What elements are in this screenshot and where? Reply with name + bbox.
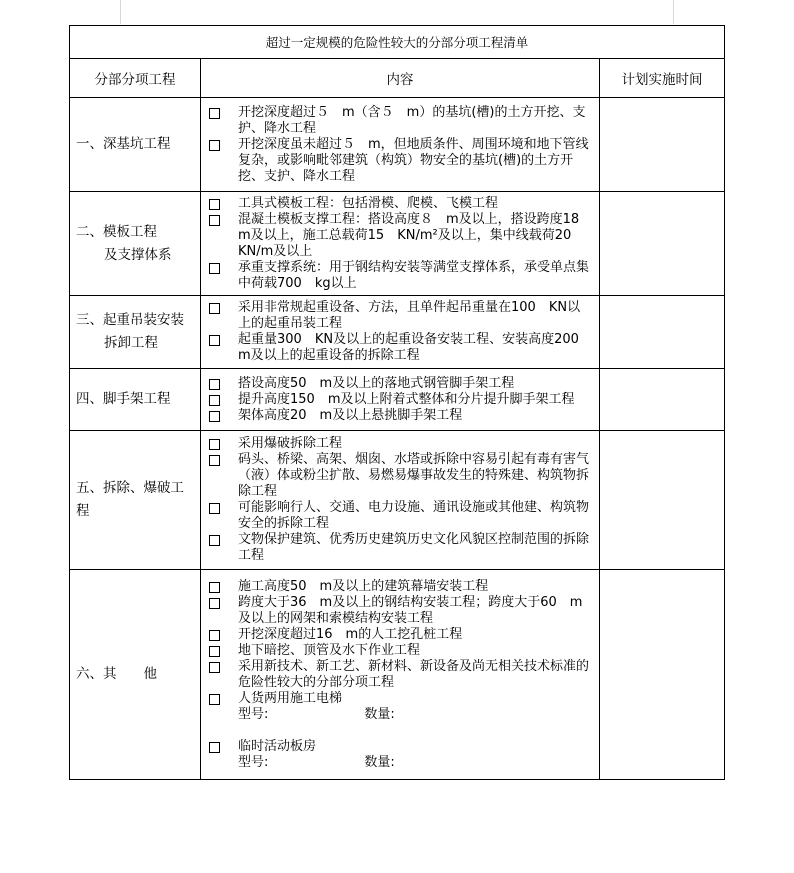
checklist-item xyxy=(207,691,593,707)
item-text: 搭设高度50 m及以上的落地式钢管脚手架工程 xyxy=(238,375,515,391)
table-title: 超过一定规模的危险性较大的分部分项工程清单 xyxy=(70,26,725,59)
checkbox[interactable] xyxy=(209,303,220,314)
item-text: 跨度大于36 m及以上的钢结构安装工程；跨度大于60 m及以上的网架和索模结构安装工程 xyxy=(238,594,583,626)
item-text: 采用爆破拆除工程 xyxy=(238,436,343,451)
checkbox[interactable] xyxy=(209,439,220,450)
category-label: 一、深基坑工程 xyxy=(76,136,171,152)
model-label: 型号: xyxy=(238,754,269,770)
category-cell xyxy=(70,570,201,780)
checklist-item xyxy=(207,212,593,260)
header-category: 分部分项工程 xyxy=(70,59,201,98)
planned-time-cell[interactable] xyxy=(600,369,725,431)
category-cell xyxy=(70,192,201,296)
checkbox[interactable] xyxy=(209,379,220,390)
page-margin-right-mark xyxy=(673,0,674,24)
checklist-item xyxy=(207,196,593,212)
checklist-item xyxy=(207,452,593,500)
category-label: 四、脚手架工程 xyxy=(76,391,171,407)
checkbox[interactable] xyxy=(209,535,220,546)
item-text: 混凝土模板支撑工程：搭设高度８ m及以上，搭设跨度18 m及以上，施工总载荷15 KN/m²及以上，集中线载荷20 KN/m及以上 xyxy=(238,211,593,259)
category-label: 六、其 他 xyxy=(76,666,157,682)
checkbox[interactable] xyxy=(209,395,220,406)
item-text: 采用非常规起重设备、方法，且单件起吊重量在100 KN以上的起重吊装工程 xyxy=(238,300,581,331)
checklist-item xyxy=(207,627,593,643)
planned-time-cell[interactable] xyxy=(600,431,725,570)
page-margin-left-mark xyxy=(120,0,121,24)
planned-time-cell[interactable] xyxy=(600,570,725,780)
category-label: 五、拆除、爆破工程 xyxy=(76,480,184,519)
category-cell xyxy=(70,369,201,431)
checkbox[interactable] xyxy=(209,215,220,226)
checklist-item xyxy=(207,300,593,332)
category-label: 二、模板工程 xyxy=(76,223,157,240)
category-label-line2: 拆卸工程 xyxy=(104,335,158,351)
item-text: 码头、桥梁、高架、烟囱、水塔或拆除中容易引起有毒有害气（液）体或粉尘扩散、易燃易爆事故发生的特殊建、构筑物拆除工程 xyxy=(238,452,590,499)
category-label: 三、起重吊装安装 xyxy=(76,312,184,328)
category-cell xyxy=(70,296,201,369)
content-cell xyxy=(201,570,600,780)
checkbox[interactable] xyxy=(209,503,220,514)
item-text: 工具式模板工程：包括滑模、爬模、飞模工程 xyxy=(238,195,499,211)
checklist-item xyxy=(207,376,593,392)
checkbox[interactable] xyxy=(209,582,220,593)
quantity-label: 数量: xyxy=(364,706,395,722)
item-text: 开挖深度超过５ m（含５ m）的基坑(槽)的土方开挖、支护、降水工程 xyxy=(238,104,586,136)
planned-time-cell[interactable] xyxy=(600,192,725,296)
item-text: 架体高度20 m及以上悬挑脚手架工程 xyxy=(238,407,463,423)
item-text: 人货两用施工电梯 xyxy=(238,690,343,706)
content-cell xyxy=(201,192,600,296)
table-row xyxy=(70,98,725,192)
checklist-item xyxy=(207,105,593,137)
checklist-item xyxy=(207,643,593,659)
checkbox[interactable] xyxy=(209,411,220,422)
content-cell xyxy=(201,369,600,431)
checklist-item xyxy=(207,408,593,424)
item-text: 文物保护建筑、优秀历史建筑历史文化风貌区控制范围的拆除工程 xyxy=(238,532,590,563)
checklist-item xyxy=(207,332,593,364)
checklist-item xyxy=(207,436,593,452)
checklist-item xyxy=(207,392,593,408)
item-text: 施工高度50 m及以上的建筑幕墙安装工程 xyxy=(238,578,489,594)
content-cell xyxy=(201,296,600,369)
checklist-item xyxy=(207,659,593,691)
checkbox[interactable] xyxy=(209,199,220,210)
table-row xyxy=(70,431,725,570)
quantity-label: 数量: xyxy=(364,754,395,770)
table-row xyxy=(70,369,725,431)
checklist-item xyxy=(207,532,593,564)
checklist-item xyxy=(207,579,593,595)
equipment-fields xyxy=(207,707,593,723)
item-text: 开挖深度超过16 m的人工挖孔桩工程 xyxy=(238,626,463,642)
spacer xyxy=(207,723,593,739)
item-text: 临时活动板房 xyxy=(238,738,317,754)
table-row xyxy=(70,192,725,296)
checklist-item xyxy=(207,595,593,627)
header-planned-time: 计划实施时间 xyxy=(600,59,725,98)
checkbox[interactable] xyxy=(209,335,220,346)
model-label: 型号: xyxy=(238,706,269,722)
category-cell xyxy=(70,431,201,570)
checklist-item xyxy=(207,739,593,755)
checklist-item xyxy=(207,137,593,185)
checkbox[interactable] xyxy=(209,662,220,673)
category-label-line2: 及支撑体系 xyxy=(104,246,172,263)
table-row xyxy=(70,570,725,780)
content-cell xyxy=(201,98,600,192)
equipment-fields xyxy=(207,755,593,771)
item-text: 地下暗挖、顶管及水下作业工程 xyxy=(238,642,421,658)
table-row xyxy=(70,296,725,369)
item-text: 可能影响行人、交通、电力设施、通讯设施或其他建、构筑物安全的拆除工程 xyxy=(238,500,590,531)
checklist-item xyxy=(207,260,593,292)
item-text: 承重支撑系统：用于钢结构安装等满堂支撑体系，承受单点集中荷载700 kg以上 xyxy=(238,259,590,291)
checkbox[interactable] xyxy=(209,455,220,466)
header-content: 内容 xyxy=(201,59,600,98)
checkbox[interactable] xyxy=(209,630,220,641)
checkbox[interactable] xyxy=(209,646,220,657)
checkbox[interactable] xyxy=(209,140,220,151)
item-text: 起重量300 KN及以上的起重设备安装工程、安装高度200 m及以上的起重设备的拆除工程 xyxy=(238,332,592,363)
checkbox[interactable] xyxy=(209,108,220,119)
item-text: 提升高度150 m及以上附着式整体和分片提升脚手架工程 xyxy=(238,391,575,407)
checkbox[interactable] xyxy=(209,263,220,274)
item-text: 采用新技术、新工艺、新材料、新设备及尚无相关技术标准的危险性较大的分部分项工程 xyxy=(238,658,590,690)
checkbox[interactable] xyxy=(209,694,220,705)
planned-time-cell[interactable] xyxy=(600,296,725,369)
category-cell xyxy=(70,98,201,192)
item-text: 开挖深度虽未超过５ m，但地质条件、周围环境和地下管线复杂，或影响毗邻建筑（构筑）物安全的基坑(槽)的土方开挖、支护、降水工程 xyxy=(238,136,589,184)
hazard-project-table xyxy=(69,25,725,780)
checkbox[interactable] xyxy=(209,598,220,609)
content-cell xyxy=(201,431,600,570)
checklist-item xyxy=(207,500,593,532)
checkbox[interactable] xyxy=(209,742,220,753)
planned-time-cell[interactable] xyxy=(600,98,725,192)
